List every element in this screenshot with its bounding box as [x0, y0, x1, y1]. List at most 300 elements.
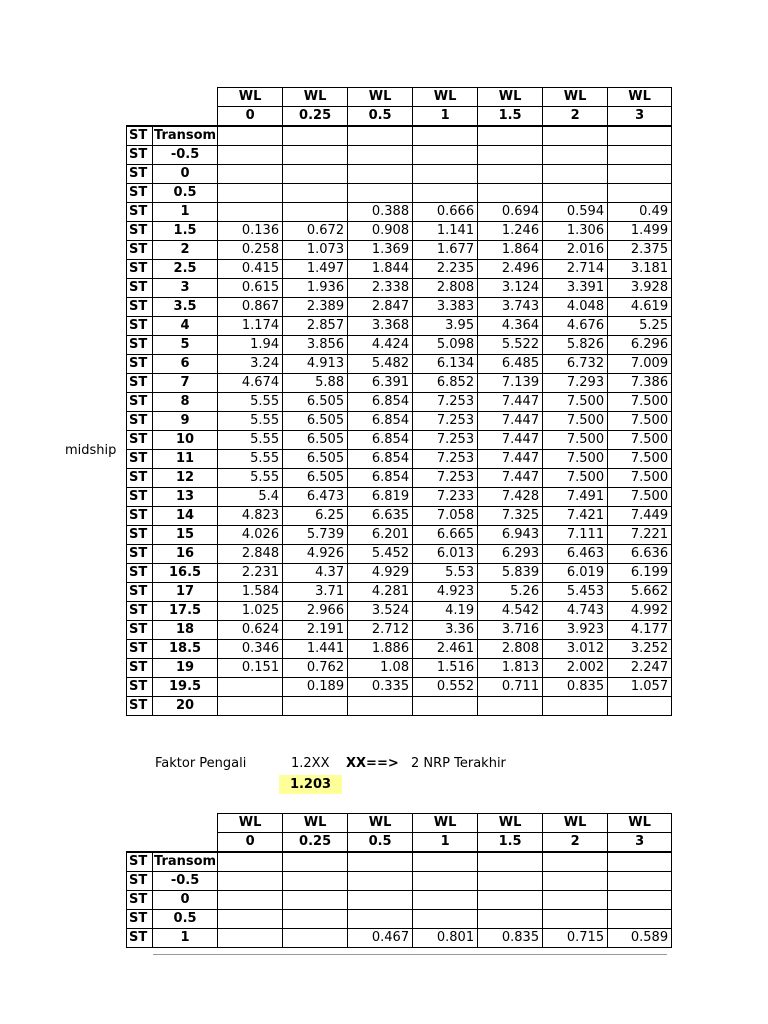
- offset-cell[interactable]: [218, 203, 283, 222]
- offset-cell[interactable]: 3.923: [543, 621, 608, 640]
- offset-cell[interactable]: 4.177: [608, 621, 672, 640]
- offset-cell[interactable]: 7.500: [608, 488, 672, 507]
- offset-cell[interactable]: 6.819: [348, 488, 413, 507]
- station-cell[interactable]: 19.5: [153, 678, 218, 697]
- offset-cell[interactable]: 6.463: [543, 545, 608, 564]
- offset-cell[interactable]: 4.19: [413, 602, 478, 621]
- offset-cell[interactable]: 6.019: [543, 564, 608, 583]
- offset-cell[interactable]: 7.447: [478, 412, 543, 431]
- offset-cell[interactable]: 2.808: [413, 279, 478, 298]
- offset-cell[interactable]: 5.826: [543, 336, 608, 355]
- offset-cell[interactable]: 6.505: [283, 393, 348, 412]
- station-cell[interactable]: Transom: [153, 852, 218, 872]
- offset-cell[interactable]: 5.522: [478, 336, 543, 355]
- offset-cell[interactable]: 7.253: [413, 412, 478, 431]
- station-cell[interactable]: 15: [153, 526, 218, 545]
- offset-cell[interactable]: [608, 146, 672, 165]
- offset-cell[interactable]: 1.886: [348, 640, 413, 659]
- offset-cell[interactable]: 7.500: [608, 412, 672, 431]
- offset-cell[interactable]: [218, 165, 283, 184]
- station-cell[interactable]: 1.5: [153, 222, 218, 241]
- offset-cell[interactable]: [413, 910, 478, 929]
- table-row: [127, 929, 672, 948]
- offset-cell[interactable]: [348, 697, 413, 716]
- offset-cell[interactable]: 2.231: [218, 564, 283, 583]
- offset-cell[interactable]: 0.801: [413, 929, 478, 948]
- offset-cell[interactable]: 3.71: [283, 583, 348, 602]
- offset-cell[interactable]: 7.447: [478, 450, 543, 469]
- offset-cell[interactable]: 0.615: [218, 279, 283, 298]
- offset-cell[interactable]: 6.473: [283, 488, 348, 507]
- wl-header-value: 0.5: [348, 107, 413, 127]
- station-cell[interactable]: 4: [153, 317, 218, 336]
- offset-cell[interactable]: 4.992: [608, 602, 672, 621]
- offset-cell[interactable]: 7.500: [608, 469, 672, 488]
- offset-cell[interactable]: 7.293: [543, 374, 608, 393]
- offset-cell[interactable]: 2.848: [218, 545, 283, 564]
- offset-cell[interactable]: 3.252: [608, 640, 672, 659]
- offset-cell[interactable]: 1.677: [413, 241, 478, 260]
- offset-cell[interactable]: 0.666: [413, 203, 478, 222]
- offset-cell[interactable]: 5.25: [608, 317, 672, 336]
- offset-cell[interactable]: [478, 697, 543, 716]
- offset-cell[interactable]: [543, 146, 608, 165]
- offset-cell[interactable]: 5.55: [218, 412, 283, 431]
- offset-cell[interactable]: [218, 872, 283, 891]
- offset-cell[interactable]: [348, 852, 413, 872]
- offset-cell[interactable]: 4.048: [543, 298, 608, 317]
- offset-cell[interactable]: [283, 891, 348, 910]
- offset-cell[interactable]: 7.500: [608, 431, 672, 450]
- offset-cell[interactable]: 1.813: [478, 659, 543, 678]
- offset-cell[interactable]: 2.808: [478, 640, 543, 659]
- offset-cell[interactable]: 6.854: [348, 393, 413, 412]
- offset-cell[interactable]: [348, 146, 413, 165]
- offset-cell[interactable]: 7.233: [413, 488, 478, 507]
- station-cell[interactable]: 5: [153, 336, 218, 355]
- offset-cell[interactable]: [543, 126, 608, 146]
- offset-cell[interactable]: 7.386: [608, 374, 672, 393]
- table-row: [127, 126, 672, 146]
- station-cell[interactable]: 16: [153, 545, 218, 564]
- offset-cell[interactable]: [283, 910, 348, 929]
- offset-cell[interactable]: 3.368: [348, 317, 413, 336]
- offset-cell[interactable]: 1.08: [348, 659, 413, 678]
- offset-cell[interactable]: 4.929: [348, 564, 413, 583]
- offset-cell[interactable]: 0.552: [413, 678, 478, 697]
- offset-cell[interactable]: 7.447: [478, 431, 543, 450]
- offset-cell[interactable]: [413, 852, 478, 872]
- offset-cell[interactable]: 6.732: [543, 355, 608, 374]
- offset-cell[interactable]: 6.854: [348, 431, 413, 450]
- offset-cell[interactable]: 3.24: [218, 355, 283, 374]
- offset-cell[interactable]: 5.739: [283, 526, 348, 545]
- station-cell[interactable]: 10: [153, 431, 218, 450]
- offset-cell[interactable]: [413, 697, 478, 716]
- offset-cell[interactable]: 7.325: [478, 507, 543, 526]
- offset-cell[interactable]: 0.346: [218, 640, 283, 659]
- st-label: ST: [127, 355, 153, 374]
- offset-cell[interactable]: 5.482: [348, 355, 413, 374]
- station-cell[interactable]: 17: [153, 583, 218, 602]
- offset-cell[interactable]: [348, 891, 413, 910]
- offset-cell[interactable]: 0.867: [218, 298, 283, 317]
- offset-cell[interactable]: 6.134: [413, 355, 478, 374]
- station-cell[interactable]: 3.5: [153, 298, 218, 317]
- offset-cell[interactable]: 5.662: [608, 583, 672, 602]
- offset-cell[interactable]: 6.854: [348, 450, 413, 469]
- offset-cell[interactable]: [543, 910, 608, 929]
- offset-cell[interactable]: 7.500: [543, 469, 608, 488]
- offset-cell[interactable]: 3.856: [283, 336, 348, 355]
- offset-cell[interactable]: 2.966: [283, 602, 348, 621]
- offset-cell[interactable]: 3.524: [348, 602, 413, 621]
- offset-cell[interactable]: [608, 891, 672, 910]
- offset-cell[interactable]: 7.500: [608, 450, 672, 469]
- offset-cell[interactable]: [478, 165, 543, 184]
- offset-cell[interactable]: 1.369: [348, 241, 413, 260]
- offset-cell[interactable]: 6.199: [608, 564, 672, 583]
- offset-cell[interactable]: 1.516: [413, 659, 478, 678]
- offset-cell[interactable]: 1.844: [348, 260, 413, 279]
- offset-cell[interactable]: 7.009: [608, 355, 672, 374]
- offset-cell[interactable]: 2.002: [543, 659, 608, 678]
- offset-cell[interactable]: [608, 184, 672, 203]
- offset-cell[interactable]: 2.016: [543, 241, 608, 260]
- offset-cell[interactable]: 1.246: [478, 222, 543, 241]
- offset-cell[interactable]: 7.139: [478, 374, 543, 393]
- offset-cell[interactable]: 6.505: [283, 450, 348, 469]
- offset-cell[interactable]: 3.012: [543, 640, 608, 659]
- offset-cell[interactable]: 2.714: [543, 260, 608, 279]
- offset-cell[interactable]: 4.913: [283, 355, 348, 374]
- offset-cell[interactable]: 5.55: [218, 450, 283, 469]
- offset-cell[interactable]: 2.389: [283, 298, 348, 317]
- offset-cell[interactable]: 3.36: [413, 621, 478, 640]
- station-cell[interactable]: 16.5: [153, 564, 218, 583]
- offset-cell[interactable]: 4.823: [218, 507, 283, 526]
- station-cell[interactable]: 6: [153, 355, 218, 374]
- offset-cell[interactable]: 7.221: [608, 526, 672, 545]
- station-cell[interactable]: 0.5: [153, 184, 218, 203]
- offset-cell[interactable]: 0.835: [543, 678, 608, 697]
- offset-cell[interactable]: 3.124: [478, 279, 543, 298]
- offset-cell[interactable]: [218, 910, 283, 929]
- offset-cell[interactable]: [218, 184, 283, 203]
- offset-cell[interactable]: [478, 184, 543, 203]
- offset-cell[interactable]: [543, 852, 608, 872]
- offset-cell[interactable]: 0.388: [348, 203, 413, 222]
- offset-cell[interactable]: 1.94: [218, 336, 283, 355]
- station-cell[interactable]: 13: [153, 488, 218, 507]
- offset-cell[interactable]: 6.854: [348, 469, 413, 488]
- station-cell[interactable]: 0: [153, 165, 218, 184]
- offset-cell[interactable]: 5.453: [543, 583, 608, 602]
- offset-cell[interactable]: [608, 910, 672, 929]
- offset-cell[interactable]: 7.253: [413, 393, 478, 412]
- offset-cell[interactable]: [283, 165, 348, 184]
- offset-cell[interactable]: 4.424: [348, 336, 413, 355]
- offset-cell[interactable]: 6.505: [283, 469, 348, 488]
- offset-cell[interactable]: [608, 697, 672, 716]
- station-cell[interactable]: 18.5: [153, 640, 218, 659]
- offset-cell[interactable]: 3.181: [608, 260, 672, 279]
- offset-cell[interactable]: 0.335: [348, 678, 413, 697]
- offset-cell[interactable]: 6.201: [348, 526, 413, 545]
- offset-cell[interactable]: 2.191: [283, 621, 348, 640]
- offset-cell[interactable]: [218, 852, 283, 872]
- offset-cell[interactable]: [218, 929, 283, 948]
- offset-cell[interactable]: [348, 126, 413, 146]
- offset-cell[interactable]: 0.589: [608, 929, 672, 948]
- station-cell[interactable]: 0: [153, 891, 218, 910]
- offset-cell[interactable]: 2.338: [348, 279, 413, 298]
- offset-cell[interactable]: 5.26: [478, 583, 543, 602]
- offset-cell[interactable]: 1.025: [218, 602, 283, 621]
- offset-cell[interactable]: 0.594: [543, 203, 608, 222]
- offset-cell[interactable]: 7.428: [478, 488, 543, 507]
- offset-cell[interactable]: 1.141: [413, 222, 478, 241]
- offset-cell[interactable]: [543, 165, 608, 184]
- offset-cell[interactable]: [413, 146, 478, 165]
- station-cell[interactable]: 7: [153, 374, 218, 393]
- offset-cell[interactable]: 6.485: [478, 355, 543, 374]
- offset-cell[interactable]: 0.136: [218, 222, 283, 241]
- offset-cell[interactable]: 1.584: [218, 583, 283, 602]
- offset-cell[interactable]: 7.253: [413, 469, 478, 488]
- offset-cell[interactable]: 5.88: [283, 374, 348, 393]
- offset-cell[interactable]: [413, 165, 478, 184]
- offset-cell[interactable]: 0.762: [283, 659, 348, 678]
- offset-cell[interactable]: [218, 126, 283, 146]
- offset-cell[interactable]: 0.415: [218, 260, 283, 279]
- offset-cell[interactable]: 4.923: [413, 583, 478, 602]
- offset-cell[interactable]: 2.247: [608, 659, 672, 678]
- offset-cell[interactable]: 5.452: [348, 545, 413, 564]
- station-cell[interactable]: 3: [153, 279, 218, 298]
- offset-cell[interactable]: [348, 872, 413, 891]
- offset-cell[interactable]: 3.928: [608, 279, 672, 298]
- offset-cell[interactable]: 7.449: [608, 507, 672, 526]
- offset-cell[interactable]: 0.694: [478, 203, 543, 222]
- offset-cell[interactable]: 1.441: [283, 640, 348, 659]
- offset-cell[interactable]: [608, 126, 672, 146]
- station-cell[interactable]: 14: [153, 507, 218, 526]
- offset-cell[interactable]: 4.281: [348, 583, 413, 602]
- offset-cell[interactable]: [283, 146, 348, 165]
- offset-cell[interactable]: 7.058: [413, 507, 478, 526]
- station-cell[interactable]: -0.5: [153, 146, 218, 165]
- offset-cell[interactable]: 6.25: [283, 507, 348, 526]
- offset-cell[interactable]: 6.296: [608, 336, 672, 355]
- offset-cell[interactable]: 1.864: [478, 241, 543, 260]
- offset-cell[interactable]: 0.624: [218, 621, 283, 640]
- offset-cell[interactable]: 3.383: [413, 298, 478, 317]
- offset-cell[interactable]: [478, 146, 543, 165]
- offset-cell[interactable]: [283, 852, 348, 872]
- factor-value-cell[interactable]: 1.203: [279, 775, 342, 794]
- offset-cell[interactable]: 5.53: [413, 564, 478, 583]
- offset-cell[interactable]: [218, 678, 283, 697]
- offset-cell[interactable]: 6.391: [348, 374, 413, 393]
- station-cell[interactable]: -0.5: [153, 872, 218, 891]
- offset-cell[interactable]: [413, 872, 478, 891]
- offset-cell[interactable]: [413, 126, 478, 146]
- station-cell[interactable]: 19: [153, 659, 218, 678]
- offset-cell[interactable]: 2.375: [608, 241, 672, 260]
- offset-cell[interactable]: 7.491: [543, 488, 608, 507]
- offset-cell[interactable]: 4.674: [218, 374, 283, 393]
- offset-cell[interactable]: 0.49: [608, 203, 672, 222]
- offset-cell[interactable]: 3.391: [543, 279, 608, 298]
- station-cell[interactable]: 20: [153, 697, 218, 716]
- offset-cell[interactable]: 0.151: [218, 659, 283, 678]
- offset-cell[interactable]: [283, 184, 348, 203]
- offset-cell[interactable]: 5.098: [413, 336, 478, 355]
- offset-cell[interactable]: 3.743: [478, 298, 543, 317]
- offset-cell[interactable]: 5.839: [478, 564, 543, 583]
- offset-cell[interactable]: 7.253: [413, 431, 478, 450]
- offset-cell[interactable]: [608, 872, 672, 891]
- offset-cell[interactable]: 2.461: [413, 640, 478, 659]
- offset-cell[interactable]: 4.743: [543, 602, 608, 621]
- offset-cell[interactable]: 1.057: [608, 678, 672, 697]
- offset-cell[interactable]: 7.500: [608, 393, 672, 412]
- offset-cell[interactable]: [348, 184, 413, 203]
- offset-cell[interactable]: 5.55: [218, 469, 283, 488]
- offset-cell[interactable]: [283, 929, 348, 948]
- offset-cell[interactable]: 2.496: [478, 260, 543, 279]
- table-row: [127, 412, 672, 431]
- offset-cell[interactable]: 7.111: [543, 526, 608, 545]
- offset-cell[interactable]: 0.672: [283, 222, 348, 241]
- offset-cell[interactable]: 7.253: [413, 450, 478, 469]
- offset-cell[interactable]: [283, 203, 348, 222]
- offset-cell[interactable]: [478, 852, 543, 872]
- offset-cell[interactable]: 6.943: [478, 526, 543, 545]
- offset-cell[interactable]: 1.073: [283, 241, 348, 260]
- offset-cell[interactable]: [543, 697, 608, 716]
- offset-cell[interactable]: 4.364: [478, 317, 543, 336]
- factor-arrow: XX==>: [346, 756, 399, 771]
- offset-cell[interactable]: [478, 126, 543, 146]
- offset-cell[interactable]: 4.926: [283, 545, 348, 564]
- offset-cell[interactable]: 6.505: [283, 412, 348, 431]
- offset-cell[interactable]: [543, 184, 608, 203]
- offset-cell[interactable]: 3.716: [478, 621, 543, 640]
- offset-cell[interactable]: 0.715: [543, 929, 608, 948]
- offset-cell[interactable]: 6.013: [413, 545, 478, 564]
- offset-cell[interactable]: 7.500: [543, 393, 608, 412]
- offset-cell[interactable]: 7.447: [478, 469, 543, 488]
- table-row: [127, 891, 672, 910]
- offset-cell[interactable]: 6.665: [413, 526, 478, 545]
- offset-cell[interactable]: 4.37: [283, 564, 348, 583]
- offset-cell[interactable]: 2.857: [283, 317, 348, 336]
- offset-cell[interactable]: 4.026: [218, 526, 283, 545]
- offset-cell[interactable]: 0.258: [218, 241, 283, 260]
- offset-cell[interactable]: 4.676: [543, 317, 608, 336]
- offset-cell[interactable]: [413, 184, 478, 203]
- offset-cell[interactable]: 4.619: [608, 298, 672, 317]
- offset-cell[interactable]: 6.854: [348, 412, 413, 431]
- offset-cell[interactable]: 0.835: [478, 929, 543, 948]
- station-cell[interactable]: 18: [153, 621, 218, 640]
- offset-cell[interactable]: [478, 910, 543, 929]
- offset-cell[interactable]: [608, 165, 672, 184]
- offset-cell[interactable]: [283, 126, 348, 146]
- offset-cell[interactable]: [218, 891, 283, 910]
- table-row: [127, 298, 672, 317]
- station-cell[interactable]: 1: [153, 929, 218, 948]
- offset-cell[interactable]: [478, 872, 543, 891]
- offset-cell[interactable]: 5.55: [218, 393, 283, 412]
- st-label: ST: [127, 545, 153, 564]
- station-cell[interactable]: 9: [153, 412, 218, 431]
- offset-cell[interactable]: [218, 697, 283, 716]
- station-cell[interactable]: 1: [153, 203, 218, 222]
- st-label: ST: [127, 317, 153, 336]
- station-cell[interactable]: 17.5: [153, 602, 218, 621]
- offset-cell[interactable]: 2.235: [413, 260, 478, 279]
- offset-cell[interactable]: [218, 146, 283, 165]
- offset-cell[interactable]: 7.500: [543, 412, 608, 431]
- offset-cell[interactable]: 6.852: [413, 374, 478, 393]
- station-cell[interactable]: 8: [153, 393, 218, 412]
- offset-cell[interactable]: [543, 891, 608, 910]
- offset-cell[interactable]: 6.293: [478, 545, 543, 564]
- offset-cell[interactable]: 7.500: [543, 450, 608, 469]
- station-cell[interactable]: 11: [153, 450, 218, 469]
- station-cell[interactable]: 2.5: [153, 260, 218, 279]
- offset-cell[interactable]: 0.467: [348, 929, 413, 948]
- offset-cell[interactable]: 1.936: [283, 279, 348, 298]
- offset-cell[interactable]: 1.499: [608, 222, 672, 241]
- offset-cell[interactable]: 1.306: [543, 222, 608, 241]
- offset-cell[interactable]: 7.500: [543, 431, 608, 450]
- offset-cell[interactable]: 7.447: [478, 393, 543, 412]
- offset-cell[interactable]: [348, 165, 413, 184]
- offset-cell[interactable]: 0.908: [348, 222, 413, 241]
- offset-cell[interactable]: [413, 891, 478, 910]
- st-label: ST: [127, 697, 153, 716]
- offset-cell[interactable]: [283, 872, 348, 891]
- offset-cell[interactable]: 6.505: [283, 431, 348, 450]
- offset-cell[interactable]: 4.542: [478, 602, 543, 621]
- station-cell[interactable]: 0.5: [153, 910, 218, 929]
- offset-cell[interactable]: [543, 872, 608, 891]
- offset-cell[interactable]: 1.497: [283, 260, 348, 279]
- offset-cell[interactable]: [478, 891, 543, 910]
- offset-cell[interactable]: 0.711: [478, 678, 543, 697]
- offset-cell[interactable]: 6.636: [608, 545, 672, 564]
- offset-cell[interactable]: 2.847: [348, 298, 413, 317]
- station-cell[interactable]: 12: [153, 469, 218, 488]
- station-cell[interactable]: 2: [153, 241, 218, 260]
- offset-cell[interactable]: [283, 697, 348, 716]
- offset-cell[interactable]: 5.55: [218, 431, 283, 450]
- offset-cell[interactable]: 1.174: [218, 317, 283, 336]
- offset-cell[interactable]: [348, 910, 413, 929]
- offset-cell[interactable]: 6.635: [348, 507, 413, 526]
- offset-cell[interactable]: [608, 852, 672, 872]
- station-cell[interactable]: Transom: [153, 126, 218, 146]
- offset-cell[interactable]: 7.421: [543, 507, 608, 526]
- offset-cell[interactable]: 2.712: [348, 621, 413, 640]
- offset-cell[interactable]: 0.189: [283, 678, 348, 697]
- offset-cell[interactable]: 5.4: [218, 488, 283, 507]
- offset-cell[interactable]: 3.95: [413, 317, 478, 336]
